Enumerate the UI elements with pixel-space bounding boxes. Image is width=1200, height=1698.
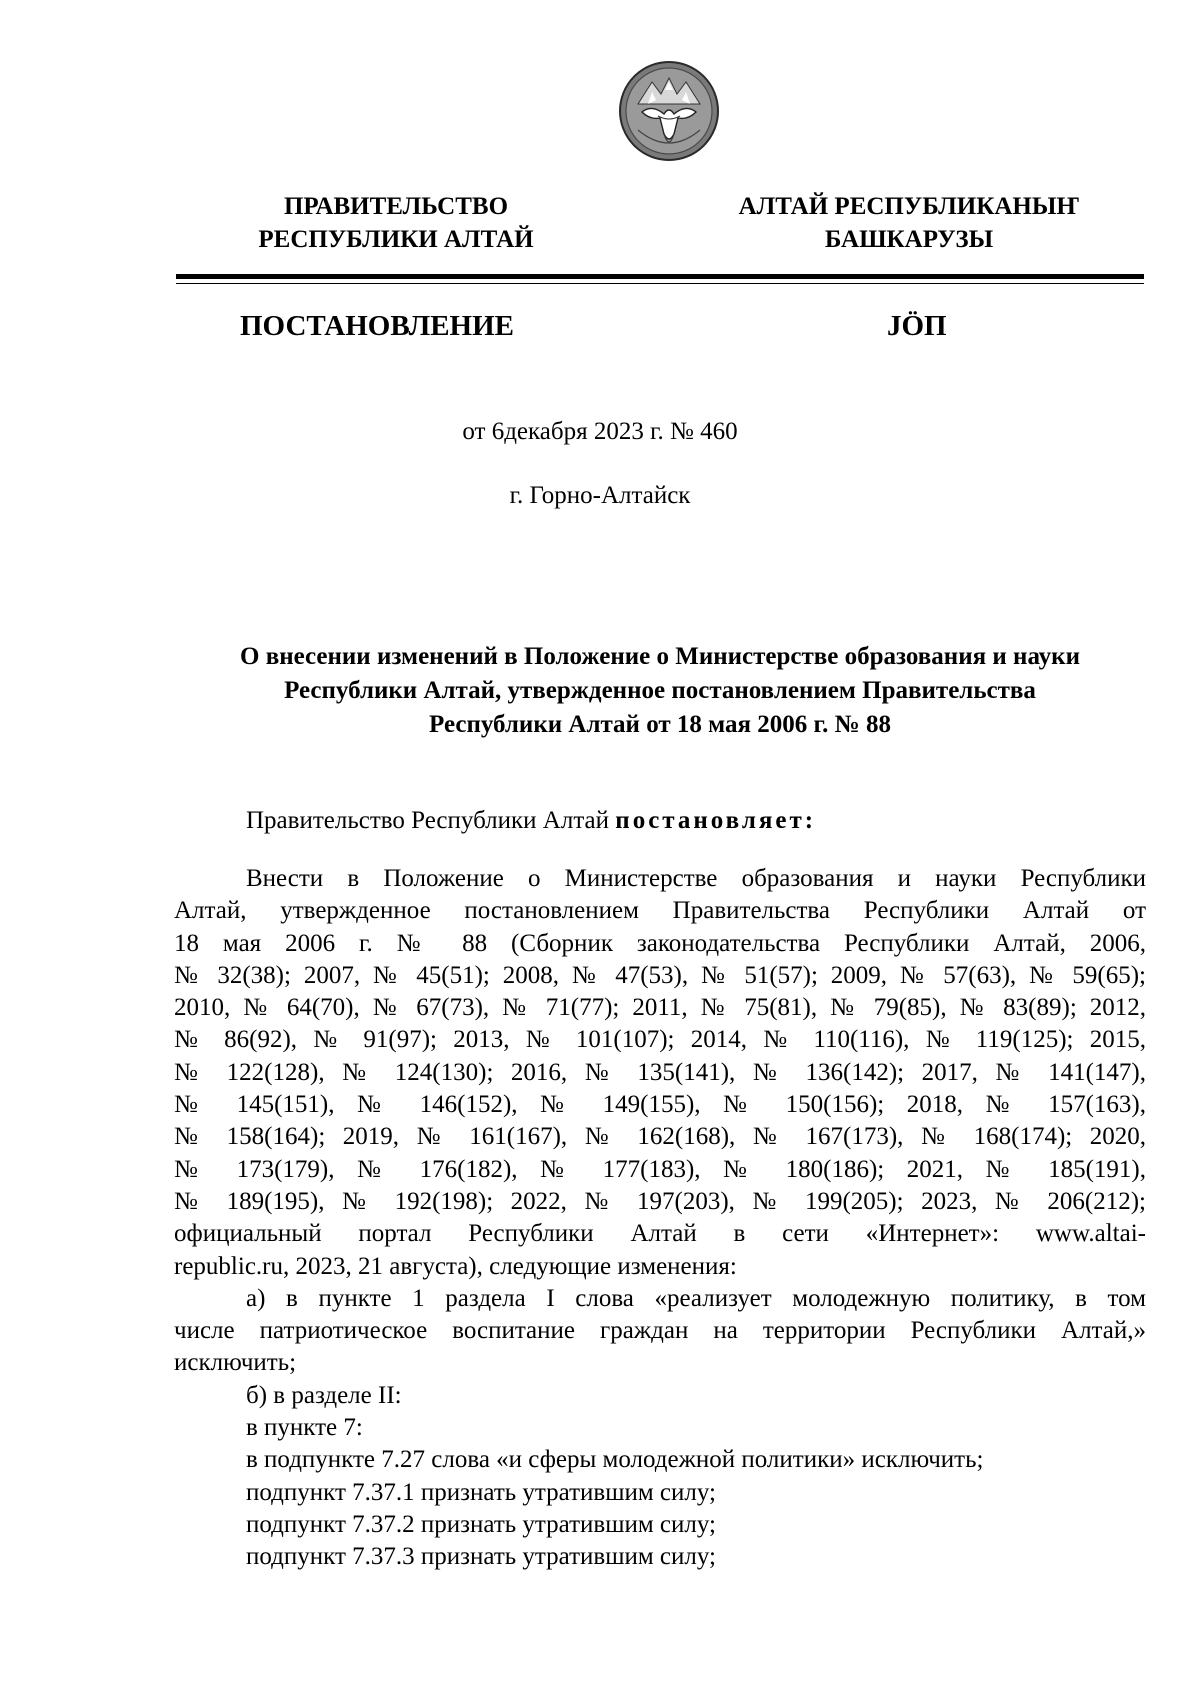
header-left-line-1: ПРАВИТЕЛЬСТВО: [283, 193, 509, 220]
body-text: [174, 863, 1146, 1574]
header-divider-thin: [176, 283, 1144, 284]
body-line: Алтай, утвержденное постановлением Правительства Республики Алтай от: [174, 897, 1146, 925]
body-line: 2010, № 64(70), № 67(73), № 71(77); 2011, № 75(81), № 79(85), № 83(89); 2012,: [174, 994, 1146, 1022]
city: г. Горно-Алтайск: [509, 482, 691, 509]
body-line: № 32(38); 2007, № 45(51); 2008, № 47(53), № 51(57); 2009, № 57(63), № 59(65);: [174, 961, 1146, 989]
body-line: в пункте 7:: [246, 1414, 363, 1442]
header-right-block: [726, 190, 1092, 256]
body-line: официальный портал Республики Алтай в сети «Интернет»: www.altai-: [174, 1220, 1146, 1248]
body-line: № 86(92), № 91(97); 2013, № 101(107); 2014, № 110(116), № 119(125); 2015,: [174, 1026, 1146, 1054]
body-line: № 145(151), № 146(152), № 149(155), № 150(156); 2018, № 157(163),: [174, 1091, 1146, 1119]
body-line: исключить;: [174, 1349, 297, 1377]
body-line: в подпункте 7.27 слова «и сферы молодежной политики» исключить;: [246, 1446, 984, 1474]
decree-verb: постановляет:: [615, 807, 817, 834]
title-line: Республики Алтай, утвержденное постановлением Правительства: [284, 677, 1036, 704]
header-right-line-2: БАШКАРУЗЫ: [824, 226, 994, 253]
body-line: № 173(179), № 176(182), № 177(183), № 180(186); 2021, № 185(191),: [174, 1155, 1146, 1183]
doc-type-altai: JӦП: [887, 310, 947, 342]
title-line: Республики Алтай от 18 мая 2006 г. № 88: [429, 711, 891, 738]
body-line: № 158(164); 2019, № 161(167), № 162(168), № 167(173), № 168(174); 2020,: [174, 1123, 1146, 1151]
altai-republic-emblem-icon: [618, 60, 720, 162]
body-line: б) в разделе II:: [246, 1381, 402, 1409]
body-line: № 189(195), № 192(198); 2022, № 197(203), № 199(205); 2023, № 206(212);: [174, 1187, 1146, 1215]
body-line: подпункт 7.37.2 признать утратившим силу;: [246, 1510, 716, 1538]
doc-type-russian: ПОСТАНОВЛЕНИЕ: [240, 310, 515, 342]
document-title: [160, 640, 1160, 742]
date-and-number: от 6декабря 2023 г. № 460: [462, 418, 738, 445]
body-line: republic.ru, 2023, 21 августа), следующие изменения:: [174, 1252, 737, 1280]
body-line: № 122(128), № 124(130); 2016, № 135(141), № 136(142); 2017, № 141(147),: [174, 1058, 1146, 1086]
body-line: Внести в Положение о Министерстве образования и науки Республики: [246, 865, 1146, 892]
decree-prefix: Правительство Республики Алтай: [246, 807, 616, 834]
body-line: 18 мая 2006 г. № 88 (Сборник законодательства Республики Алтай, 2006,: [174, 929, 1146, 957]
body-line: а) в пункте 1 раздела I слова «реализует молодежную политику, в том: [246, 1284, 1146, 1312]
body-line: подпункт 7.37.1 признать утратившим силу;: [246, 1478, 716, 1506]
header-divider-thick: [176, 274, 1144, 279]
title-line: О внесении изменений в Положение о Министерстве образования и науки: [240, 643, 1080, 670]
decree-statement: [246, 805, 816, 837]
header-left-line-2: РЕСПУБЛИКИ АЛТАЙ: [258, 226, 534, 253]
body-line: числе патриотическое воспитание граждан на территории Республики Алтай,»: [174, 1317, 1146, 1345]
header-right-line-1: АЛТАЙ РЕСПУБЛИКАНЫҤ: [738, 193, 1080, 220]
body-line: подпункт 7.37.3 признать утратившим силу;: [246, 1543, 716, 1571]
header-left-block: [236, 190, 556, 256]
